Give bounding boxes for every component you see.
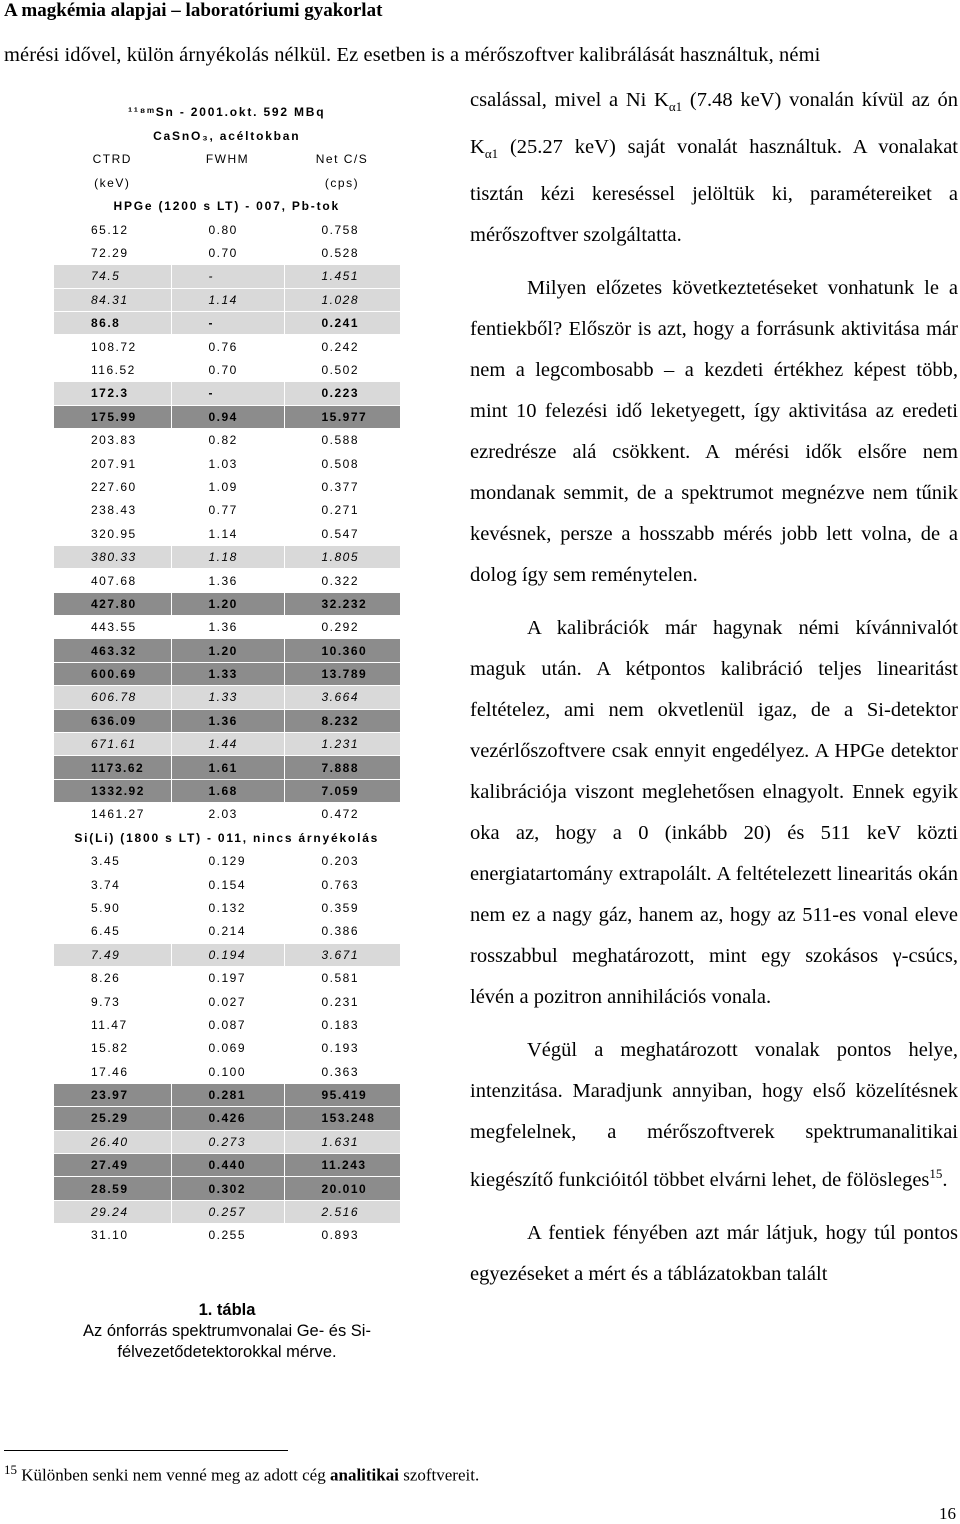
fwhm-cell: 0.77 [171, 499, 284, 522]
section-sili: Si(Li) (1800 s LT) - 011, nincs árnyékolás [54, 826, 400, 849]
netcs-cell: 0.472 [284, 803, 400, 826]
col-header-netcs: Net C/S [284, 148, 400, 171]
fwhm-cell: 0.76 [171, 335, 284, 358]
netcs-cell: 0.241 [284, 312, 400, 335]
fwhm-cell: 0.129 [171, 850, 284, 873]
fwhm-cell: 1.33 [171, 662, 284, 685]
netcs-cell: 0.893 [284, 1224, 400, 1247]
p1-text-b: (7.48 keV) vonalán kívül az ón K [470, 89, 958, 159]
ctrd-cell: 9.73 [54, 990, 171, 1013]
caption-title: 1. tábla [198, 1301, 256, 1319]
table-row [54, 709, 400, 732]
ctrd-cell: 203.83 [54, 428, 171, 451]
fwhm-cell: 0.214 [171, 920, 284, 943]
table-row [54, 826, 400, 849]
netcs-cell: 1.805 [284, 545, 400, 568]
fwhm-cell: - [171, 312, 284, 335]
fwhm-cell: 0.273 [171, 1130, 284, 1153]
table-row [54, 756, 400, 779]
netcs-cell: 0.203 [284, 850, 400, 873]
fwhm-cell: - [171, 265, 284, 288]
table-row [54, 733, 400, 756]
fwhm-cell: 1.68 [171, 779, 284, 802]
ctrd-cell: 600.69 [54, 662, 171, 685]
fwhm-cell: 0.027 [171, 990, 284, 1013]
fwhm-cell: 0.194 [171, 943, 284, 966]
p1-subscript-2: α1 [484, 146, 499, 162]
ctrd-cell: 1332.92 [54, 779, 171, 802]
table-row [54, 1130, 400, 1153]
table-row [54, 943, 400, 966]
netcs-cell: 1.028 [284, 288, 400, 311]
table-row [54, 358, 400, 381]
netcs-cell: 0.183 [284, 1013, 400, 1036]
table-row [54, 428, 400, 451]
table-row [54, 499, 400, 522]
ctrd-cell: 320.95 [54, 522, 171, 545]
table-row [54, 335, 400, 358]
netcs-cell: 0.231 [284, 990, 400, 1013]
table-row [54, 218, 400, 241]
paragraph-1 [470, 80, 958, 256]
ctrd-cell: 380.33 [54, 545, 171, 568]
ctrd-cell: 1461.27 [54, 803, 171, 826]
netcs-cell: 3.671 [284, 943, 400, 966]
ctrd-cell: 17.46 [54, 1060, 171, 1083]
netcs-cell: 153.248 [284, 1107, 400, 1130]
table-row [54, 966, 400, 989]
footnote-bold: analitikai [329, 1465, 399, 1485]
table-title-source: ¹¹⁸ᵐSn - 2001.okt. 592 MBq [54, 101, 400, 124]
netcs-cell: 10.360 [284, 639, 400, 662]
caption-text: Az ónforrás spektrumvonalai Ge- és Si-félvezetődetektorokkal mérve. [83, 1322, 371, 1361]
ctrd-cell: 463.32 [54, 639, 171, 662]
netcs-cell: 95.419 [284, 1083, 400, 1106]
footnote-separator [4, 1450, 288, 1451]
table-row [54, 1154, 400, 1177]
paragraph-2: Milyen előzetes következtetéseket vonhatunk le a fentiekből? Először is azt, hogy a forrásunk aktivitása már nem a legcombosabb – a kezdeti értékhez képest több, mint 10 felezési idő leketyegett, így aktivitása az eredeti ezredrésze alá csökkent. A mérési idők elsőre nem mondanak semmit, de a spektrumot megnézve nem tűnik kevésnek, persze a hosszabb mérés jobb lett volna, de a dolog így sem reménytelen. [470, 277, 958, 587]
table-row [54, 616, 400, 639]
fwhm-cell: 0.281 [171, 1083, 284, 1106]
fwhm-cell: 0.426 [171, 1107, 284, 1130]
fwhm-cell: 2.03 [171, 803, 284, 826]
ctrd-cell: 7.49 [54, 943, 171, 966]
table-row [54, 545, 400, 568]
ctrd-cell: 227.60 [54, 475, 171, 498]
netcs-cell: 1.631 [284, 1130, 400, 1153]
unit-cps: (cps) [284, 171, 400, 194]
fwhm-cell: 1.36 [171, 709, 284, 732]
unit-kev: (keV) [54, 171, 171, 194]
table-row [54, 662, 400, 685]
ctrd-cell: 26.40 [54, 1130, 171, 1153]
table-row [54, 265, 400, 288]
ctrd-cell: 86.8 [54, 312, 171, 335]
paragraph-5: A fentiek fényében azt már látjuk, hogy túl pontos egyezéseket a mért és a táblázatokban talált [470, 1222, 958, 1286]
ctrd-cell: 207.91 [54, 452, 171, 475]
ctrd-cell: 5.90 [54, 896, 171, 919]
table-row [54, 592, 400, 615]
table-row [54, 873, 400, 896]
ctrd-cell: 31.10 [54, 1224, 171, 1247]
netcs-cell: 0.359 [284, 896, 400, 919]
right-column [470, 80, 958, 1295]
netcs-cell: 2.516 [284, 1200, 400, 1223]
fwhm-cell: 1.20 [171, 592, 284, 615]
ctrd-cell: 443.55 [54, 616, 171, 639]
netcs-cell: 0.508 [284, 452, 400, 475]
table-row [54, 1013, 400, 1036]
netcs-cell: 0.386 [284, 920, 400, 943]
netcs-cell: 0.271 [284, 499, 400, 522]
fwhm-cell: 0.440 [171, 1154, 284, 1177]
ctrd-cell: 172.3 [54, 382, 171, 405]
table-row [54, 522, 400, 545]
fwhm-cell: 0.80 [171, 218, 284, 241]
netcs-cell: 0.292 [284, 616, 400, 639]
netcs-cell: 0.377 [284, 475, 400, 498]
p1-text-c: (25.27 keV) saját vonalát használtuk. A vonalakat tisztán kézi kereséssel jelöltük ki, paramétereiket a mérőszoftver szolgáltatta. [470, 136, 958, 247]
netcs-cell: 0.223 [284, 382, 400, 405]
ctrd-cell: 11.47 [54, 1013, 171, 1036]
ctrd-cell: 25.29 [54, 1107, 171, 1130]
table-title-compound: CaSnO₃, acéltokban [54, 124, 400, 147]
fwhm-cell: 1.61 [171, 756, 284, 779]
ctrd-cell: 407.68 [54, 569, 171, 592]
p4-text-a: Végül a meghatározott vonalak pontos helye, intenzitása. Maradjunk annyiban, hogy első közelítésnek megfelelnek, a mérőszoftverek spektrumanalitikai kiegészítő funkcióitól többet elvárni lehet, de fölösleges [470, 1039, 958, 1192]
table-row [54, 1224, 400, 1247]
spectrum-table-body [54, 101, 400, 1247]
ctrd-cell: 606.78 [54, 686, 171, 709]
table-caption [54, 1300, 400, 1363]
netcs-cell: 7.059 [284, 779, 400, 802]
fwhm-cell: 0.087 [171, 1013, 284, 1036]
section-hpge: HPGe (1200 s LT) - 007, Pb-tok [54, 195, 400, 218]
table-row [54, 452, 400, 475]
netcs-cell: 11.243 [284, 1154, 400, 1177]
table-row [54, 405, 400, 428]
footnote-text-a: Különben senki nem venné meg az adott cég [17, 1465, 330, 1485]
fwhm-cell: 0.70 [171, 358, 284, 381]
netcs-cell: 0.547 [284, 522, 400, 545]
table-row [54, 639, 400, 662]
netcs-cell: 0.581 [284, 966, 400, 989]
netcs-cell: 0.588 [284, 428, 400, 451]
ctrd-cell: 65.12 [54, 218, 171, 241]
ctrd-cell: 72.29 [54, 241, 171, 264]
netcs-cell: 8.232 [284, 709, 400, 732]
table-row [54, 1200, 400, 1223]
fwhm-cell: 1.36 [171, 569, 284, 592]
fwhm-cell: 1.14 [171, 288, 284, 311]
fwhm-cell: - [171, 382, 284, 405]
table-row [54, 779, 400, 802]
netcs-cell: 1.451 [284, 265, 400, 288]
spectrum-table [54, 101, 401, 1248]
fwhm-cell: 1.33 [171, 686, 284, 709]
table-row [54, 1083, 400, 1106]
netcs-cell: 15.977 [284, 405, 400, 428]
netcs-cell: 0.242 [284, 335, 400, 358]
netcs-cell: 32.232 [284, 592, 400, 615]
fwhm-cell: 0.100 [171, 1060, 284, 1083]
fwhm-cell: 0.302 [171, 1177, 284, 1200]
netcs-cell: 13.789 [284, 662, 400, 685]
table-row [54, 1037, 400, 1060]
page-number: 16 [939, 1504, 956, 1523]
ctrd-cell: 15.82 [54, 1037, 171, 1060]
footnote [4, 1462, 479, 1486]
table-row [54, 1177, 400, 1200]
ctrd-cell: 3.74 [54, 873, 171, 896]
netcs-cell: 0.193 [284, 1037, 400, 1060]
table-row [54, 686, 400, 709]
ctrd-cell: 238.43 [54, 499, 171, 522]
netcs-cell: 3.664 [284, 686, 400, 709]
col-header-ctrd: CTRD [54, 148, 171, 171]
table-row [54, 241, 400, 264]
netcs-cell: 0.763 [284, 873, 400, 896]
netcs-cell: 0.322 [284, 569, 400, 592]
ctrd-cell: 427.80 [54, 592, 171, 615]
ctrd-cell: 84.31 [54, 288, 171, 311]
fwhm-cell: 0.94 [171, 405, 284, 428]
netcs-cell: 1.231 [284, 733, 400, 756]
fwhm-cell: 1.20 [171, 639, 284, 662]
table-row [54, 288, 400, 311]
table-row [54, 920, 400, 943]
footnote-number: 15 [4, 1462, 17, 1477]
netcs-cell: 20.010 [284, 1177, 400, 1200]
table-row [54, 896, 400, 919]
body-text-line: mérési idővel, külön árnyékolás nélkül. Ez esetben is a mérőszoftver kalibrálását használtuk, némi [4, 44, 821, 66]
fwhm-cell: 0.197 [171, 966, 284, 989]
table-row [54, 990, 400, 1013]
fwhm-cell: 0.82 [171, 428, 284, 451]
netcs-cell: 7.888 [284, 756, 400, 779]
fwhm-cell: 1.36 [171, 616, 284, 639]
fwhm-cell: 0.132 [171, 896, 284, 919]
table-row [54, 475, 400, 498]
ctrd-cell: 636.09 [54, 709, 171, 732]
ctrd-cell: 29.24 [54, 1200, 171, 1223]
ctrd-cell: 116.52 [54, 358, 171, 381]
netcs-cell: 0.758 [284, 218, 400, 241]
table-row [54, 850, 400, 873]
p1-subscript-1: α1 [668, 99, 683, 115]
table-row [54, 312, 400, 335]
table-row [54, 569, 400, 592]
fwhm-cell: 1.18 [171, 545, 284, 568]
ctrd-cell: 23.97 [54, 1083, 171, 1106]
table-row [54, 1107, 400, 1130]
ctrd-cell: 108.72 [54, 335, 171, 358]
fwhm-cell: 0.255 [171, 1224, 284, 1247]
page-header: A magkémia alapjai – laboratóriumi gyakorlat [4, 0, 383, 21]
netcs-cell: 0.528 [284, 241, 400, 264]
fwhm-cell: 1.14 [171, 522, 284, 545]
unit-empty [171, 171, 284, 194]
ctrd-cell: 1173.62 [54, 756, 171, 779]
table-row [54, 382, 400, 405]
fwhm-cell: 0.70 [171, 241, 284, 264]
ctrd-cell: 671.61 [54, 733, 171, 756]
fwhm-cell: 1.44 [171, 733, 284, 756]
footnote-text-b: szoftvereit. [398, 1465, 480, 1485]
paragraph-4 [470, 1030, 958, 1201]
table-row [54, 803, 400, 826]
p1-text-a: csalással, mivel a Ni K [470, 89, 669, 111]
ctrd-cell: 27.49 [54, 1154, 171, 1177]
netcs-cell: 0.502 [284, 358, 400, 381]
ctrd-cell: 3.45 [54, 850, 171, 873]
fwhm-cell: 1.03 [171, 452, 284, 475]
ctrd-cell: 8.26 [54, 966, 171, 989]
paragraph-3: A kalibrációk már hagynak némi kívánnivalót maguk után. A kétpontos kalibráció teljes linearitást feltételez, ami nem okvetlenül igaz, de a Si-detektor vezérlőszoftvere csak ennyit engedélyez. A HPGe detektor kalibrációja viszont meglehetősen elnagyolt. Ennek egyik oka az, hogy a 0 (inkább 20) és 511 keV közti energiatartomány extrapolált. A feltételezett linearitás okán nem ez a nagy gáz, hanem az, hogy az 511-es vonal eleve rosszabbul meghatározott, mint egy szokásos γ-csúcs, lévén a pozitron annihilációs vonala. [470, 617, 958, 1009]
table-row [54, 1060, 400, 1083]
footnote-ref[interactable]: 15 [929, 1166, 943, 1182]
ctrd-cell: 6.45 [54, 920, 171, 943]
col-header-fwhm: FWHM [171, 148, 284, 171]
spectrum-table-wrapper [54, 101, 400, 1248]
ctrd-cell: 175.99 [54, 405, 171, 428]
fwhm-cell: 1.09 [171, 475, 284, 498]
ctrd-cell: 28.59 [54, 1177, 171, 1200]
fwhm-cell: 0.257 [171, 1200, 284, 1223]
p4-text-b: . [942, 1169, 948, 1192]
fwhm-cell: 0.154 [171, 873, 284, 896]
ctrd-cell: 74.5 [54, 265, 171, 288]
netcs-cell: 0.363 [284, 1060, 400, 1083]
fwhm-cell: 0.069 [171, 1037, 284, 1060]
